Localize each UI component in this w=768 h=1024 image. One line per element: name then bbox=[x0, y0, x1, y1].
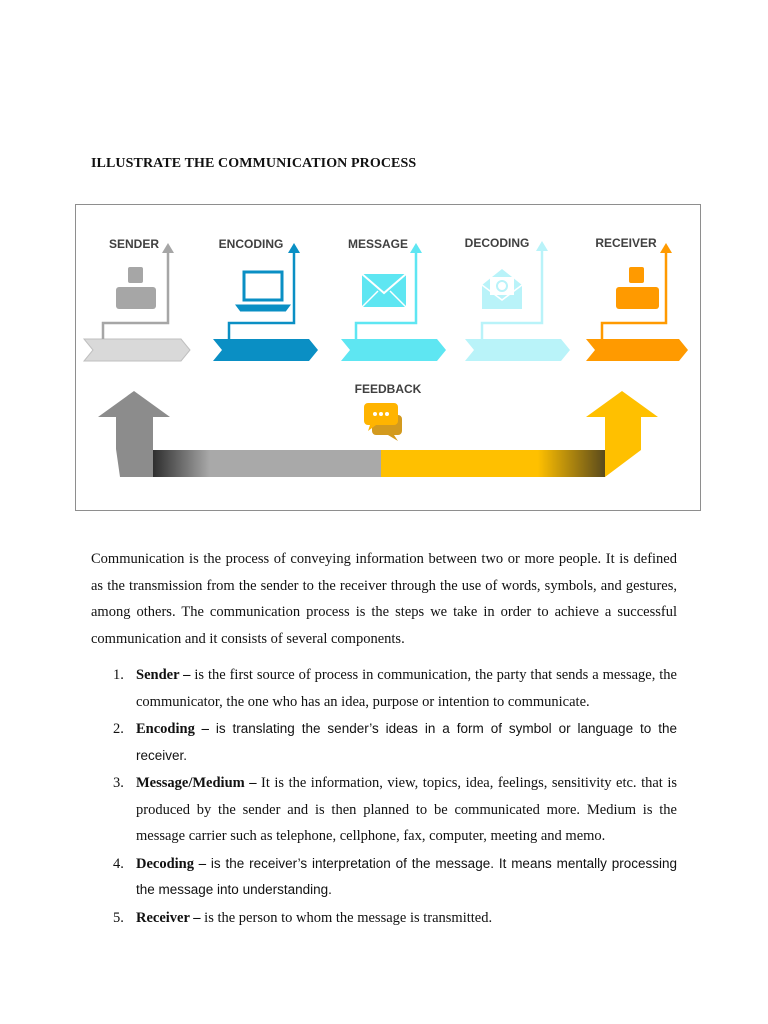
stage-decoding bbox=[465, 241, 570, 361]
envelope-icon bbox=[362, 274, 406, 307]
list-item-text: is the first source of process in communication, the party that sends a message, the communicator, the one who has an idea, purpose or intention to communicate. bbox=[136, 667, 677, 710]
list-item bbox=[91, 770, 677, 850]
person-icon bbox=[116, 267, 156, 309]
list-item-term: Sender – bbox=[136, 667, 191, 683]
stage-label-sender: SENDER bbox=[108, 237, 160, 251]
component-list bbox=[91, 662, 677, 932]
list-item bbox=[91, 851, 677, 904]
stage-label-message: MESSAGE bbox=[347, 237, 409, 251]
stage-label-decoding: DECODING bbox=[464, 236, 530, 250]
open-envelope-icon bbox=[482, 269, 522, 309]
stage-encoding bbox=[213, 243, 318, 361]
stage-sender bbox=[84, 243, 190, 361]
feedback-label: FEEDBACK bbox=[354, 382, 422, 396]
list-item-term: Encoding – bbox=[136, 721, 209, 737]
list-item-term: Decoding – bbox=[136, 855, 206, 872]
list-item-number: 2. bbox=[113, 721, 124, 737]
list-item-text: is the receiver’s interpretation of the message. It means mentally processing the message into understanding. bbox=[136, 855, 677, 897]
list-item-number: 1. bbox=[113, 667, 124, 683]
list-item-term: Receiver – bbox=[136, 909, 201, 926]
stage-label-receiver: RECEIVER bbox=[595, 236, 657, 250]
list-item bbox=[91, 905, 677, 932]
list-item-number: 4. bbox=[113, 855, 124, 872]
list-item bbox=[91, 662, 677, 715]
communication-process-diagram bbox=[75, 204, 701, 511]
list-item-number: 5. bbox=[113, 909, 124, 926]
stage-receiver bbox=[586, 243, 688, 361]
list-item-text: It is the information, view, topics, idea, feelings, sensitivity etc. that is produced by the sender and is then planned to be communicated more. Medium is the message carrier such as telephone, cellphone, fax, computer, meeting and memo. bbox=[136, 775, 677, 844]
person-icon bbox=[616, 267, 659, 309]
laptop-icon bbox=[238, 272, 288, 310]
intro-paragraph: Communication is the process of conveying information between two or more people. It is defined as the transmission from the sender to the receiver through the use of words, symbols, and gestures, among others. The communication process is the steps we take in order to achieve a successful communication and it consists of several components. bbox=[91, 551, 677, 647]
list-item-text: is the person to whom the message is transmitted. bbox=[200, 909, 493, 926]
stage-label-encoding: ENCODING bbox=[218, 237, 284, 251]
list-item-text: is translating the sender’s ideas in a form of symbol or language to the receiver. bbox=[136, 721, 677, 763]
list-item-term: Message/Medium – bbox=[136, 775, 257, 791]
stage-message bbox=[341, 243, 446, 361]
page-heading: ILLUSTRATE THE COMMUNICATION PROCESS bbox=[91, 156, 417, 171]
list-item-number: 3. bbox=[113, 775, 124, 791]
list-item bbox=[91, 716, 677, 769]
chat-bubbles-icon bbox=[364, 403, 402, 441]
